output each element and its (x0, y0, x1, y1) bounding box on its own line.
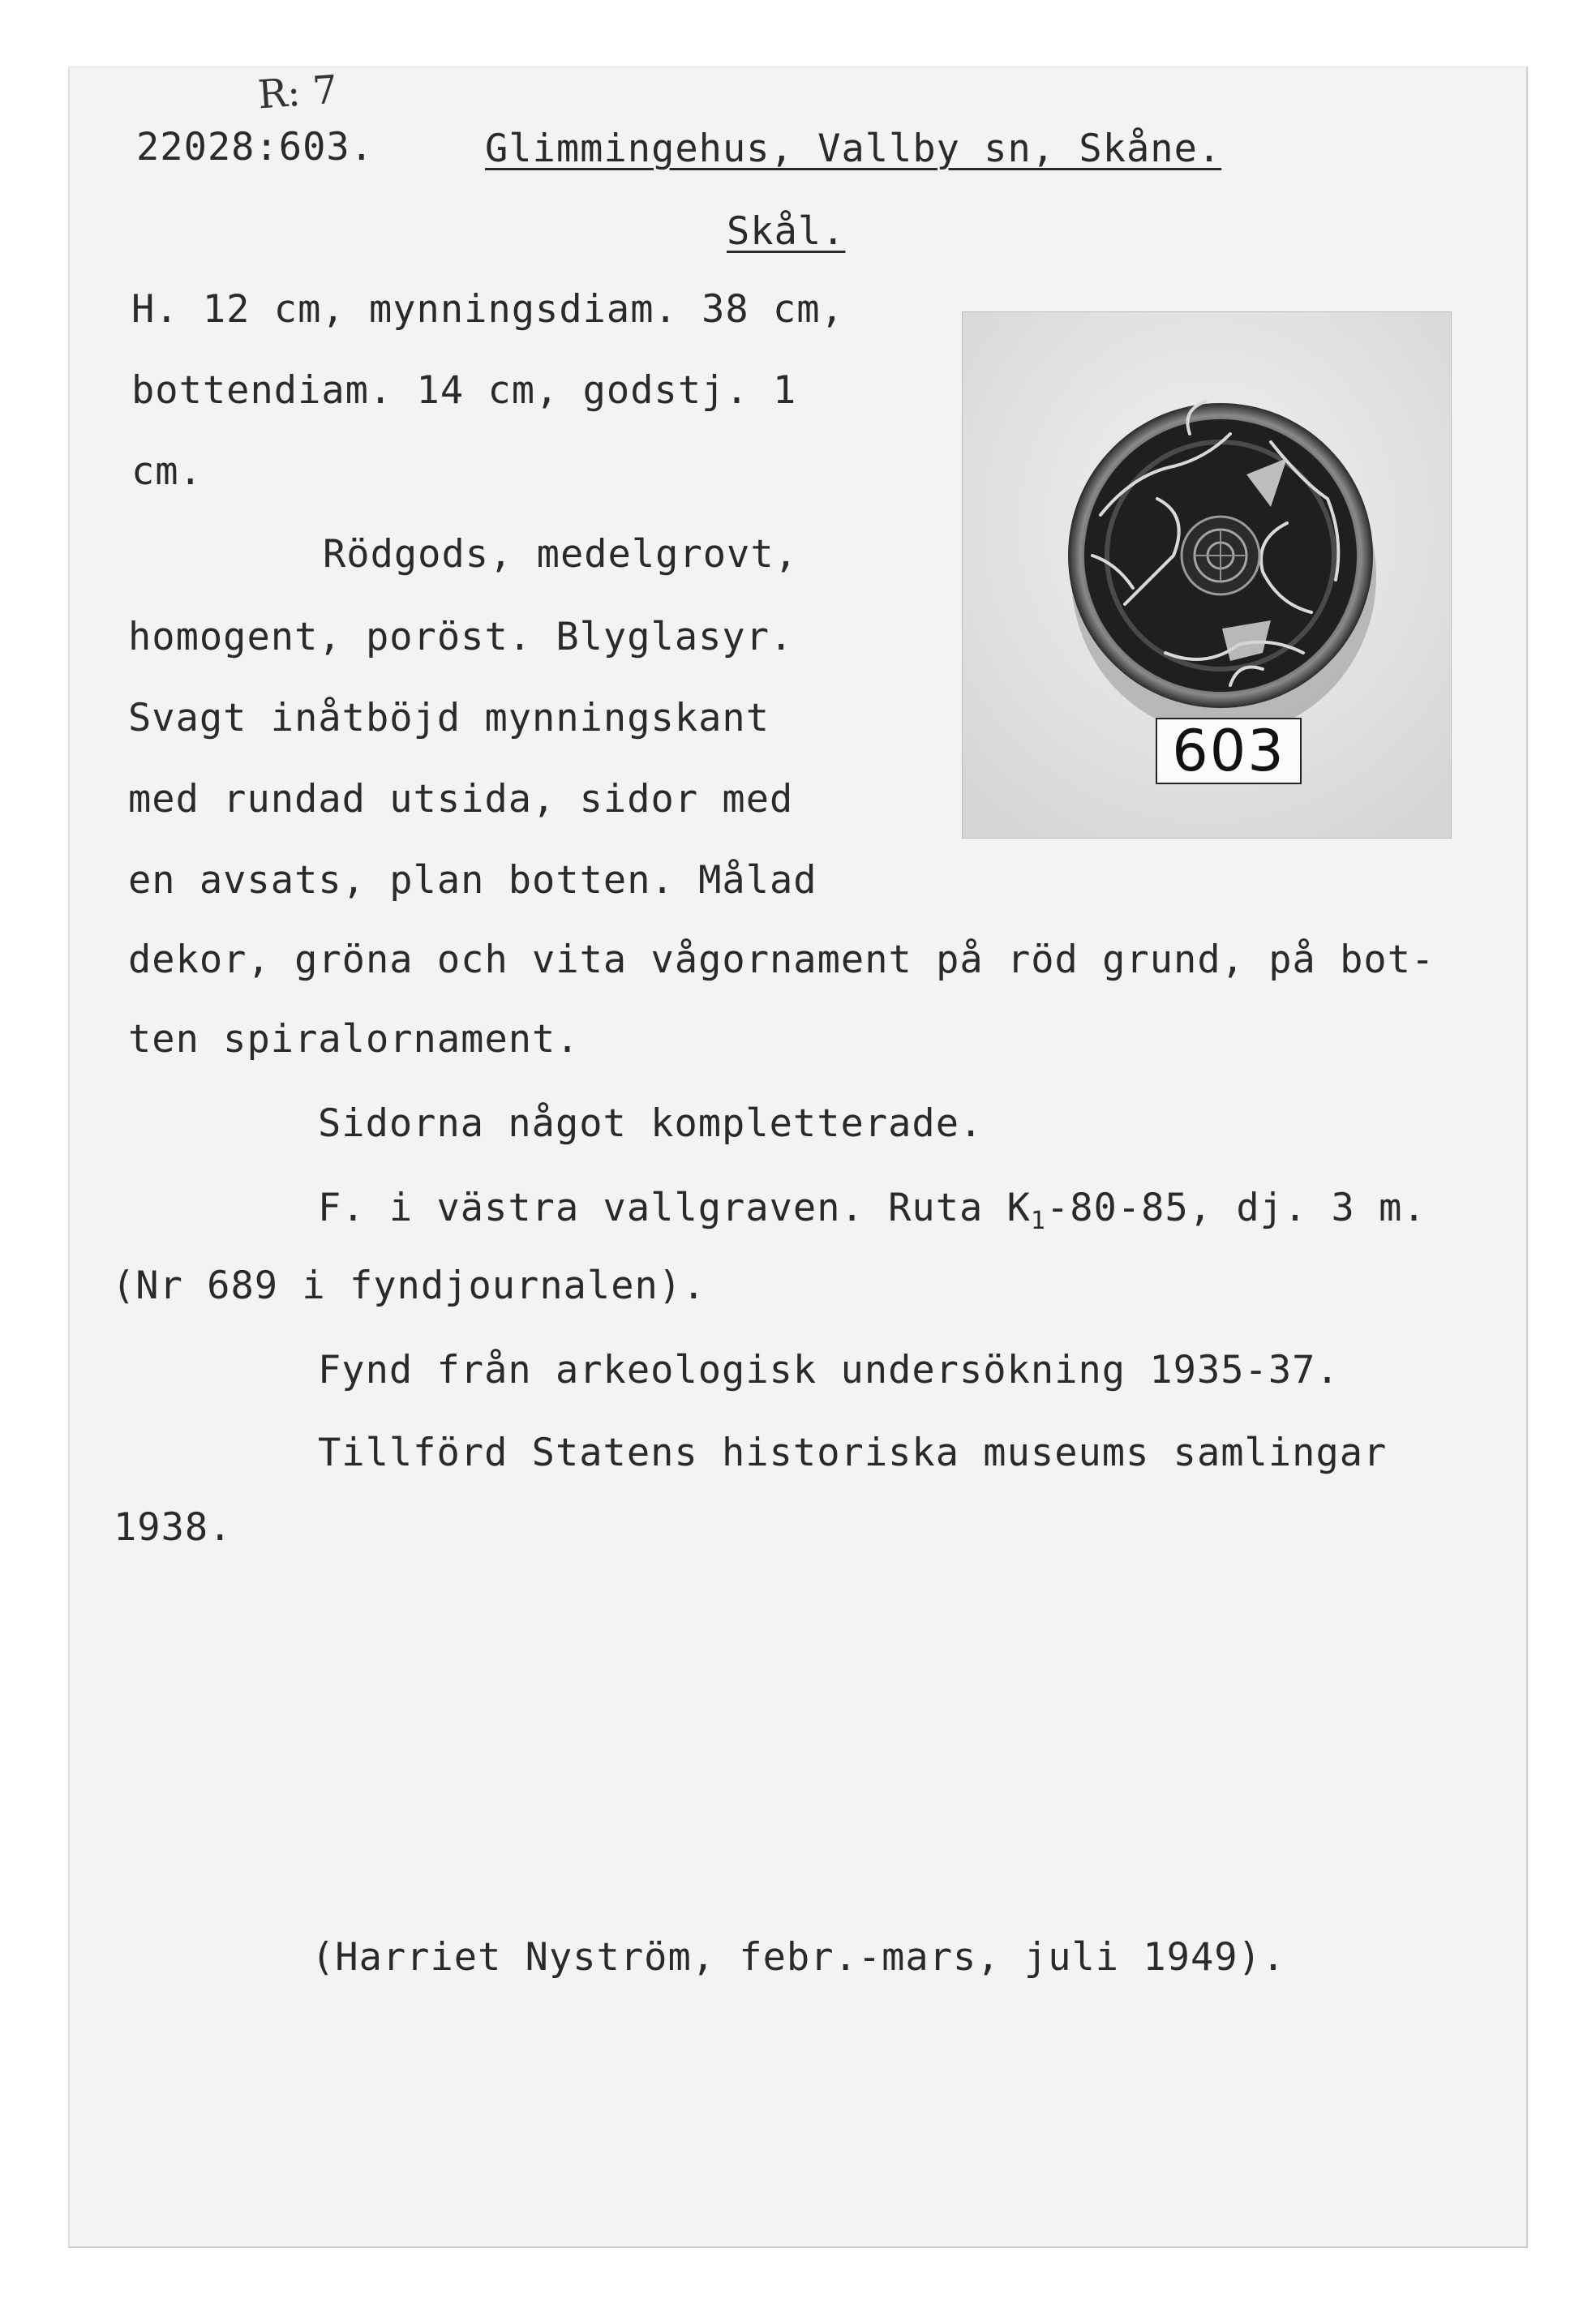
bowl-photograph (962, 311, 1452, 839)
find-location-line (318, 1186, 1427, 1235)
condition-line: Sidorna något kompletterade. (318, 1101, 984, 1146)
find-location-text: F. i västra vallgraven. Ruta K (318, 1186, 1031, 1230)
catalog-number: 22028:603. (136, 125, 374, 169)
description-line-2: med rundad utsida, sidor med (128, 777, 794, 822)
dimensions-line-2: bottendiam. 14 cm, godstj. 1 (131, 368, 797, 413)
excavation-line: Fynd från arkeologisk undersökning 1935-37. (318, 1348, 1340, 1392)
acquisition-line-1: Tillförd Statens historiska museums samlingar (318, 1431, 1388, 1475)
description-line-5: ten spiralornament. (128, 1017, 580, 1062)
description-line-3: en avsats, plan botten. Målad (128, 858, 817, 903)
journal-reference: (Nr 689 i fyndjournalen). (112, 1264, 706, 1308)
acquisition-line-2: 1938. (114, 1505, 233, 1550)
photo-number-label: 603 (1156, 718, 1302, 784)
location-heading: Glimmingehus, Vallby sn, Skåne. (485, 127, 1222, 171)
material-line-2: homogent, poröst. Blyglasyr. (128, 615, 794, 659)
description-line-1: Svagt inåtböjd mynningskant (128, 696, 770, 740)
material-line-1: Rödgods, medelgrovt, (323, 532, 798, 577)
dimensions-line-3: cm. (131, 449, 203, 494)
handwritten-mark: R: 7 (256, 67, 339, 118)
author-signature-line: (Harriet Nyström, febr.-mars, juli 1949). (311, 1935, 1286, 1980)
description-line-4: dekor, gröna och vita vågornament på röd grund, på bot- (128, 938, 1435, 982)
object-name: Skål. (727, 209, 846, 254)
find-location-subscript: 1 (1030, 1207, 1046, 1235)
faint-bleed-through (349, 68, 1014, 92)
find-location-rest: -80-85, dj. 3 m. (1045, 1186, 1427, 1230)
dimensions-line-1: H. 12 cm, mynningsdiam. 38 cm, (131, 287, 844, 332)
